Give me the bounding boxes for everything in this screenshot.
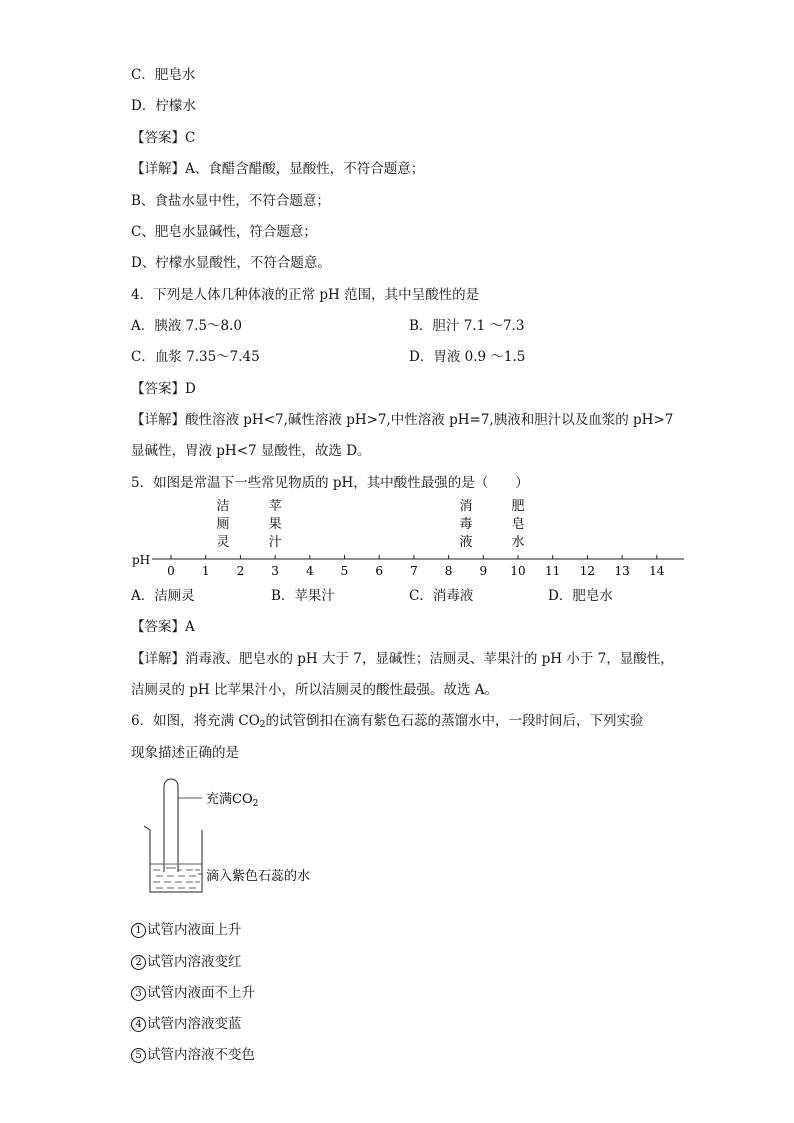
q6-stem-1a: 6．如图，将充满 CO — [131, 713, 260, 729]
ph-tick-label: 5 — [340, 564, 349, 578]
label-water: 滴入紫色石蕊的水 — [206, 869, 311, 884]
statement-text: 试管内液面上升 — [147, 922, 242, 938]
q4-option-d: D．胃液 0.9 ～1.5 — [409, 349, 526, 365]
q4-answer: 【答案】D — [131, 381, 196, 397]
statement-5 — [131, 1046, 255, 1064]
ph-tick-label: 9 — [479, 564, 488, 578]
statement-3 — [131, 984, 255, 1002]
q3-answer: 【答案】C — [131, 130, 196, 146]
q6-stem-line-2: 现象描述正确的是 — [131, 745, 239, 761]
ph-substance-char: 消 — [459, 499, 473, 514]
q6-stem-line-1 — [131, 712, 644, 734]
statement-1 — [131, 921, 242, 939]
q4-option-a: A．胰液 7.5～8.0 — [131, 318, 242, 334]
ph-tick-label: 0 — [167, 564, 175, 578]
ph-substance-char: 果 — [268, 517, 282, 532]
co2-apparatus-figure — [140, 774, 340, 899]
ph-substance-char: 液 — [459, 535, 473, 550]
ph-substance-label — [459, 498, 472, 550]
ph-tick-label: 4 — [305, 564, 314, 578]
q3-option-d: D．柠檬水 — [131, 98, 196, 114]
statement-text: 试管内液面不上升 — [147, 985, 255, 1001]
statement-number: 5 — [131, 1048, 146, 1063]
ph-scale-figure — [128, 494, 688, 584]
test-tube — [164, 779, 178, 872]
q5-option-c: C．消毒液 — [409, 588, 474, 604]
statement-number: 1 — [131, 923, 146, 938]
label-tube: 充满$CO_2$ — [206, 792, 259, 809]
ph-substance-label — [217, 498, 230, 550]
ph-tick-label: 13 — [614, 564, 630, 578]
statement-number: 3 — [131, 986, 146, 1001]
q3-option-c: C．肥皂水 — [131, 67, 196, 83]
ph-substance-char: 苹 — [268, 499, 282, 514]
statement-text: 试管内溶液变蓝 — [147, 1016, 242, 1032]
ph-tick-label: 3 — [271, 564, 279, 578]
q5-answer: 【答案】A — [131, 619, 195, 635]
ph-tick-label: 1 — [201, 564, 210, 578]
statement-number: 4 — [131, 1017, 146, 1032]
q5-option-d: D．肥皂水 — [548, 588, 613, 604]
ph-substance-char: 灵 — [216, 535, 230, 550]
q5-detail-line-1: 【详解】消毒液、肥皂水的 pH 大于 7，显碱性；洁厕灵、苹果汁的 pH 小于 7，显酸性， — [131, 651, 674, 667]
ph-substance-char: 洁 — [216, 499, 230, 514]
q3-detail-line-1: 【详解】A、食醋含醋酸，显酸性，不符合题意； — [131, 161, 425, 177]
q4-detail-line-2: 显碱性，胃液 pH<7 显酸性，故选 D。 — [131, 443, 371, 459]
ph-substance-label — [269, 499, 282, 550]
ph-substance-char: 肥 — [511, 499, 525, 514]
ph-axis-label: pH — [132, 553, 151, 567]
q3-detail-line-4: D、柠檬水显酸性，不符合题意。 — [131, 255, 331, 271]
q5-option-b: B．苹果汁 — [271, 588, 335, 604]
ph-substance-char: 汁 — [268, 535, 282, 550]
q5-option-a: A．洁厕灵 — [131, 588, 195, 604]
statement-text: 试管内溶液不变色 — [147, 1047, 255, 1063]
q4-detail-line-1: 【详解】酸性溶液 pH<7,碱性溶液 pH>7,中性溶液 pH=7,胰液和胆汁以及血浆的 pH>7 — [131, 412, 674, 428]
q4-option-b: B．胆汁 7.1 ～7.3 — [409, 318, 525, 334]
ph-substance-char: 皂 — [511, 517, 525, 532]
statement-4 — [131, 1015, 242, 1033]
ph-substance-label — [511, 499, 524, 550]
ph-tick-label: 7 — [410, 564, 418, 578]
ph-tick-label: 12 — [579, 564, 596, 578]
ph-tick-label: 2 — [236, 564, 245, 578]
q5-detail-line-2: 洁厕灵的 pH 比苹果汁小，所以洁厕灵的酸性最强。故选 A。 — [131, 682, 499, 698]
q3-detail-line-3: C、肥皂水显碱性，符合题意； — [131, 224, 317, 240]
q6-stem-1b: 的试管倒扣在滴有紫色石蕊的蒸馏水中，一段时间后，下列实验 — [265, 713, 644, 729]
q4-stem: 4．下列是人体几种体液的正常 pH 范围，其中呈酸性的是 — [131, 287, 480, 303]
ph-substance-char: 毒 — [459, 517, 473, 532]
ph-tick-label: 6 — [375, 564, 384, 578]
ph-tick-label: 8 — [444, 564, 453, 578]
statement-text: 试管内溶液变红 — [147, 954, 242, 970]
q6-stem-sub: 2 — [259, 720, 266, 730]
ph-substance-char: 厕 — [216, 517, 230, 532]
q5-stem: 5．如图是常温下一些常见物质的 pH，其中酸性最强的是（ ） — [131, 475, 529, 491]
ph-tick-label: 10 — [510, 564, 526, 578]
ph-tick-label: 11 — [545, 564, 561, 578]
q3-detail-line-2: B、食盐水显中性，不符合题意； — [131, 193, 330, 209]
statement-2 — [131, 953, 242, 971]
q4-option-c: C．血浆 7.35～7.45 — [131, 349, 260, 365]
statement-number: 2 — [131, 955, 146, 970]
ph-substance-char: 水 — [511, 535, 525, 550]
ph-tick-label: 14 — [649, 564, 665, 578]
